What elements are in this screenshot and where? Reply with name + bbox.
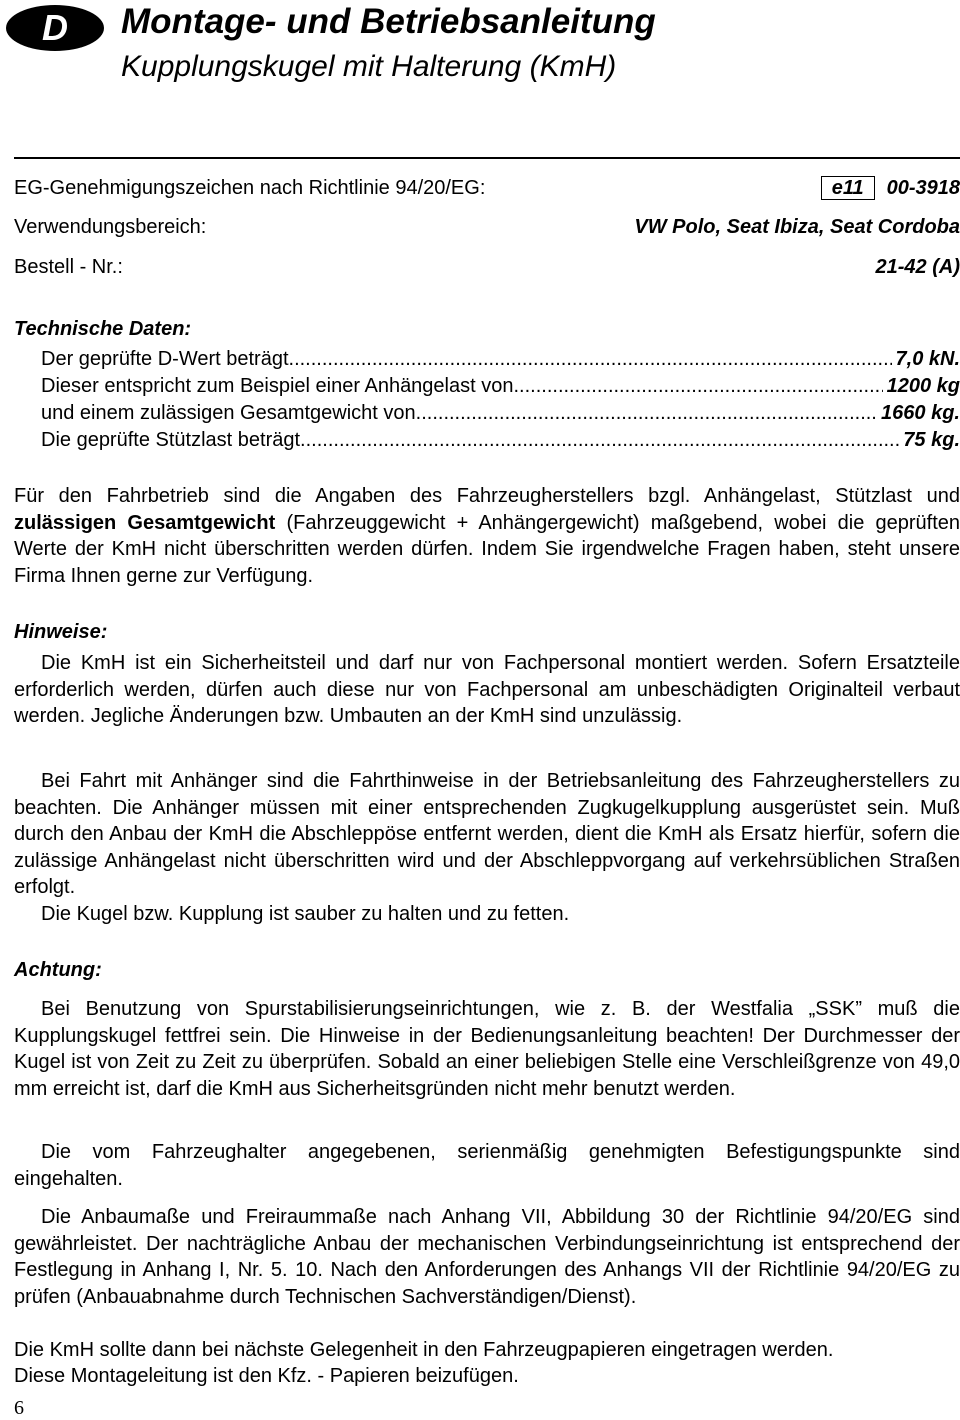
tech-heading: Technische Daten: (14, 318, 192, 340)
document-subtitle: Kupplungskugel mit Halterung (KmH) (121, 50, 617, 83)
hints-heading: Hinweise: (14, 621, 108, 643)
order-value: 21-42 (A) (875, 256, 960, 278)
approval-number: 00-3918 (886, 177, 960, 199)
language-badge: D (6, 5, 104, 51)
order-row (14, 256, 960, 284)
document-header (0, 0, 960, 100)
hints-paragraph-1: Die KmH ist ein Sicherheitsteil und darf nur von Fachpersonal montiert werden. Sofern Ersatzteile erforderlich werden, dürfen auch diese nur von Fachpersonal am unbeschädigten Originalteil verbaut werden. Jegliche Änderungen bzw. Umbauten an der KmH sind unzulässig. (14, 652, 960, 727)
caution-paragraph-2: Die vom Fahrzeughalter angegebenen, serienmäßig genehmigten Befestigungspunkte sind eingehalten. (14, 1141, 960, 1190)
intro-paragraph: Für den Fahrbetrieb sind die Angaben des Fahrzeugherstellers bzgl. Anhängelast, Stützlast und zulässigen Gesamtgewicht (Fahrzeuggewicht + Anhängergewicht) maßgebend, wobei die geprüften Werte der KmH nicht überschritten werden dürfen. Indem Sie irgendwelche Fragen haben, steht unsere Firma Ihnen gerne zur Verfügung. (14, 485, 960, 587)
hints-paragraph-2: Bei Fahrt mit Anhänger sind die Fahrthinweise in der Betriebsanleitung des Fahrzeugherstellers zu beachten. Die Anhänger müssen mit einer entsprechenden Zugkugelkupplung ausgerüstet sein. Muß durch den Anbau der KmH die Abschleppöse entfernt werden, dient die KmH als Ersatz hierfür, sofern die zulässige Anhängelast nicht überschritten wird und der Abschleppvorgang auf verkehrsüblichen Straßen erfolgt. (14, 770, 960, 898)
order-label: Bestell - Nr.: (14, 256, 123, 278)
caution-paragraph-1: Bei Benutzung von Spurstabilisierungseinrichtungen, wie z. B. der Westfalia „SSK” muß die Kupplungskugel fettfrei sein. Die Hinweise in der Bedienungsanleitung beachten! Der Durchmesser der Kugel ist von Zeit zu Zeit zu überprüfen. Sobald an einer beliebigen Stelle eine Verschleißgrenze von 49,0 mm erreicht ist, darf die KmH aus Sicherheitsgründen nicht mehr benutzt werden. (14, 998, 960, 1100)
tech-row: Dieser entspricht zum Beispiel einer Anhängelast von ..... 1200 kg (41, 373, 960, 400)
approval-row (14, 177, 960, 205)
document-title: Montage- und Betriebsanleitung (121, 2, 656, 41)
usage-row (14, 216, 960, 244)
caution-heading: Achtung: (14, 959, 102, 981)
tech-row: Der geprüfte D-Wert beträgt ..... 7,0 kN. (41, 346, 960, 373)
caution-paragraph-5: Diese Montageleitung ist den Kfz. - Papieren beizufügen. (14, 1365, 519, 1387)
usage-value: VW Polo, Seat Ibiza, Seat Cordoba (634, 216, 960, 238)
approval-label: EG-Genehmigungszeichen nach Richtlinie 94/20/EG: (14, 177, 486, 199)
approval-mark: e11 (821, 176, 875, 200)
tech-data-list (41, 346, 960, 454)
header-divider (14, 157, 960, 159)
caution-paragraph-3: Die Anbaumaße und Freiraummaße nach Anhang VII, Abbildung 30 der Richtlinie 94/20/EG sind gewährleistet. Der nachträgliche Anbau der mechanischen Verbindungseinrichtung ist entsprechend der Festlegung in Anhang I, Nr. 5. 10. Nach den Anforderungen des Anhangs VII der Richtlinie 94/20/EG zu prüfen (Anbauabnahme durch Technischen Sachverständigen/Dienst). (14, 1206, 960, 1308)
page-number: 6 (14, 1397, 24, 1419)
hints-paragraph-3: Die Kugel bzw. Kupplung ist sauber zu halten und zu fetten. (41, 903, 570, 925)
tech-row: Die geprüfte Stützlast beträgt ..... 75 kg. (41, 427, 960, 454)
tech-row: und einem zulässigen Gesamtgewicht von ..... 1660 kg. (41, 400, 960, 427)
usage-label: Verwendungsbereich: (14, 216, 207, 238)
caution-paragraph-4: Die KmH sollte dann bei nächste Gelegenheit in den Fahrzeugpapieren eingetragen werden. (14, 1339, 834, 1361)
